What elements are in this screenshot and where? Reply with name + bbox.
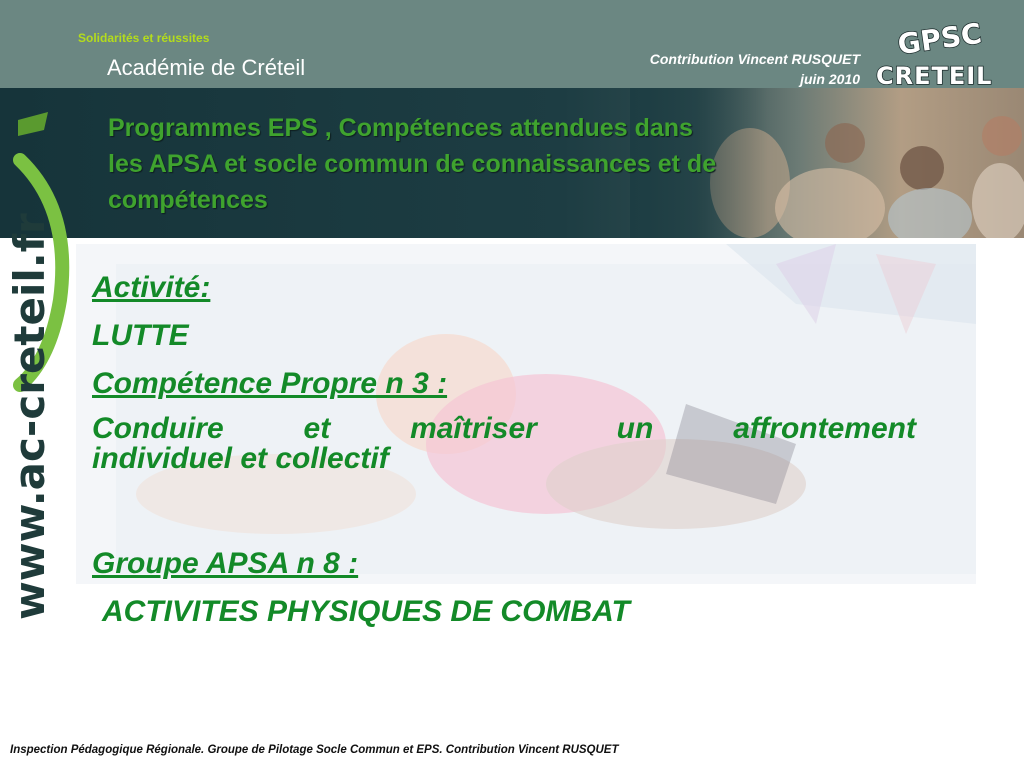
- accent-mark-icon: [18, 112, 48, 136]
- slide-title-line-2: les APSA et socle commun de connaissances et de: [108, 150, 717, 178]
- slide-title: [108, 110, 868, 218]
- competence-label: Compétence Propre n 3 :: [92, 367, 448, 400]
- gpsc-creteil-logo: [868, 12, 1018, 94]
- tagline: Solidarités et réussites: [78, 31, 210, 45]
- ac-creteil-side-logo: [0, 100, 76, 630]
- activite-value: LUTTE: [92, 319, 189, 352]
- site-url: www.ac-creteil.fr: [5, 213, 54, 620]
- slide-title-line-1: Programmes EPS , Compétences attendues dans: [108, 114, 693, 142]
- contribution-credit: [650, 49, 860, 89]
- academie-title: Académie de Créteil: [107, 55, 306, 80]
- slide-title-line-3: compétences: [108, 186, 268, 214]
- groupe-label: Groupe APSA n 8 :: [92, 547, 359, 580]
- footer-credit: Inspection Pédagogique Régionale. Groupe de Pilotage Socle Commun et EPS. Contribution Vincent RUSQUET: [10, 744, 619, 756]
- competence-text-line-1: Conduire et maîtriser un affrontement: [92, 412, 916, 445]
- logo-bottom-text: CRETEIL: [876, 62, 993, 90]
- contribution-author: Contribution Vincent RUSQUET: [649, 51, 860, 67]
- logo-top-text: GPSC: [895, 16, 984, 62]
- slide-content: [92, 270, 916, 630]
- competence-text-line-2: individuel et collectif: [92, 442, 389, 475]
- groupe-value: ACTIVITES PHYSIQUES DE COMBAT: [102, 595, 630, 628]
- activite-label: Activité:: [92, 271, 211, 304]
- contribution-date: juin 2010: [800, 71, 860, 87]
